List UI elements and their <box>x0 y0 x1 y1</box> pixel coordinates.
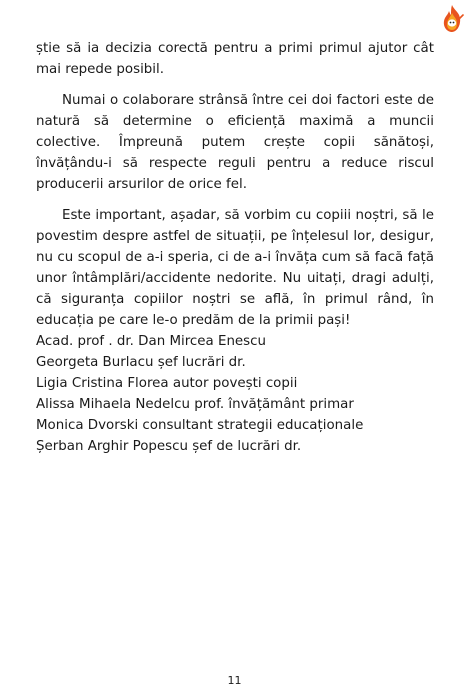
body-text <box>36 38 434 341</box>
author-line: Șerban Arghir Popescu șef de lucrări dr. <box>36 439 302 454</box>
paragraph-importance: Este important, așadar, să vorbim cu copiii noștri, să le povestim despre astfel de situații, pe înțelesul lor, desigur, nu cu scopul de a-i speria, ci de a-i învăța cum să facă față unor întâmplări/accidente nedorite. Nu uitați, dragi adulți, că siguranța copiilor noștri se află, în primul rând, în educația pe care le-o predăm de la primii pași! <box>36 208 434 328</box>
mascot-eye-right <box>453 22 455 24</box>
author-line: Acad. prof . dr. Dan Mircea Enescu <box>36 334 266 349</box>
mascot-eye-left <box>450 22 452 24</box>
author-line: Monica Dvorski consultant strategii educaționale <box>36 418 364 433</box>
flame-mascot-icon <box>439 4 465 34</box>
page-number: 11 <box>227 674 242 687</box>
author-line: Ligia Cristina Florea autor povești copii <box>36 376 298 391</box>
authors-list <box>36 331 363 457</box>
paragraph-collaboration: Numai o colaborare strânsă între cei doi factori este de natură să determine o eficiență maximă a muncii colective. Împreună putem crește copii sănătoși, învățându-i să respecte reguli pentru a reduce riscul producerii arsurilor de orice fel. <box>36 93 434 192</box>
mascot-face <box>448 19 456 26</box>
paragraph-continued: știe să ia decizia corectă pentru a primi primul ajutor cât mai repede posibil. <box>36 41 434 77</box>
author-line: Georgeta Burlacu șef lucrări dr. <box>36 355 246 370</box>
author-line: Alissa Mihaela Nedelcu prof. învățământ primar <box>36 397 354 412</box>
